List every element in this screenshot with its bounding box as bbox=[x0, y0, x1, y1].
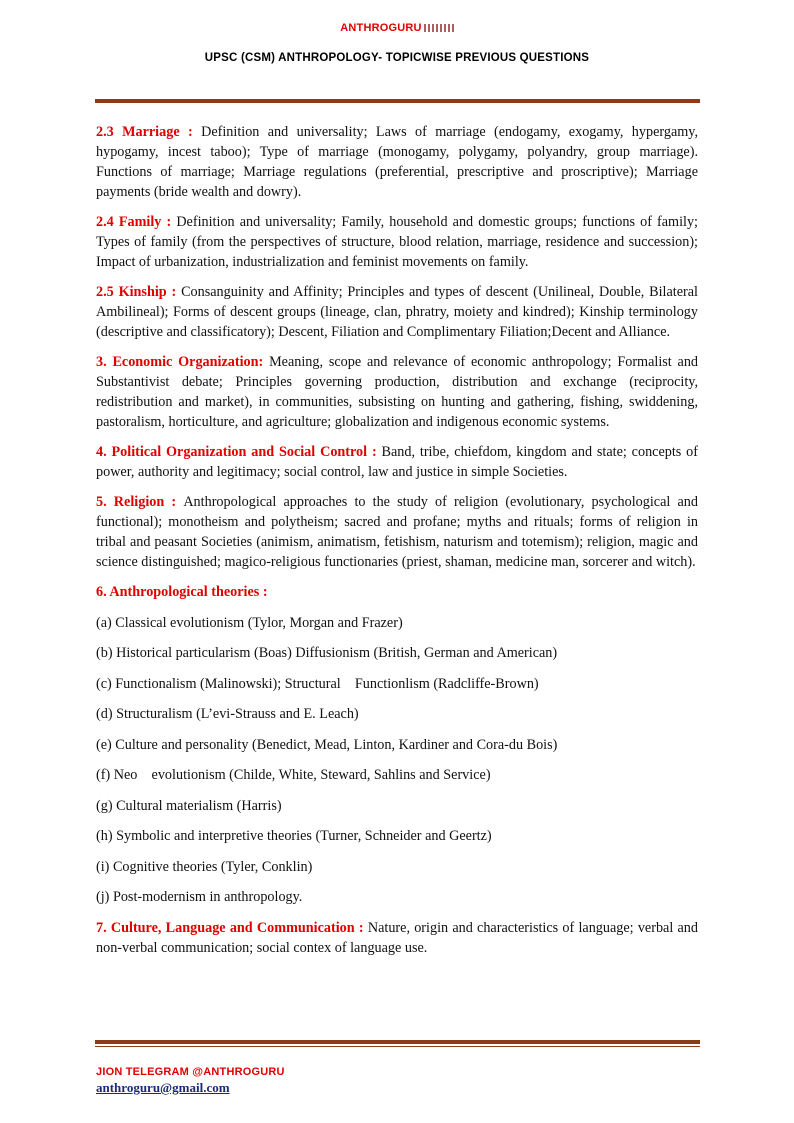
bottom-divider-thin bbox=[95, 1046, 700, 1047]
list-item: (a) Classical evolutionism (Tylor, Morgan and Frazer) bbox=[96, 614, 403, 631]
list-item: (f) Neo evolutionism (Childe, White, Steward, Sahlins and Service) bbox=[96, 767, 491, 783]
top-divider bbox=[95, 99, 700, 103]
list-item: (i) Cognitive theories (Tyler, Conklin) bbox=[96, 858, 313, 875]
section-body: Meaning, scope and relevance of economic anthropology; Formalist and Substantivist debate; Principles governing production, distribution and exchange (reciprocity, redistribution and market), in communities, subsisting on hunting and gathering, fishing, swiddening, pastoralism, horticulture, and agriculture; globalization and indigenous economic systems. bbox=[96, 354, 699, 430]
brand-header bbox=[0, 22, 794, 34]
section-heading: 5. Religion : bbox=[96, 494, 184, 510]
list-item: (h) Symbolic and interpretive theories (Turner, Schneider and Geertz) bbox=[96, 828, 492, 844]
list-item: (j) Post-modernism in anthropology. bbox=[96, 889, 303, 905]
section-theories-heading: 6. Anthropological theories : bbox=[96, 584, 268, 600]
section-body: Definition and universality; Family, household and domestic groups; functions of family; Types of family (from the perspectives of structure, blood relation, marriage, residence and succession); Impact of urbanization, industrialization and feminist movements on family. bbox=[96, 214, 698, 270]
page-title: UPSC (CSM) ANTHROPOLOGY- TOPICWISE PREVIOUS QUESTIONS bbox=[204, 52, 590, 64]
list-item: (c) Functionalism (Malinowski); Structural Functionlism (Radcliffe-Brown) bbox=[96, 675, 539, 692]
section-heading: 2.4 Family : bbox=[96, 214, 177, 230]
list-item: (b) Historical particularism (Boas) Diffusionism (British, German and American) bbox=[96, 645, 558, 661]
section-political-organization bbox=[96, 442, 698, 482]
bottom-divider bbox=[95, 1040, 700, 1044]
section-heading: 2.5 Kinship : bbox=[96, 284, 182, 300]
list-item: (e) Culture and personality (Benedict, Mead, Linton, Kardiner and Cora-du Bois) bbox=[96, 736, 558, 753]
section-religion bbox=[96, 492, 698, 572]
section-heading: 3. Economic Organization: bbox=[96, 354, 270, 370]
section-body: Nature, origin and characteristics of language; verbal and non-verbal communication; social contex of language use. bbox=[96, 919, 698, 956]
section-heading: 2.3 Marriage : bbox=[96, 124, 202, 140]
brand-logo-icon bbox=[424, 24, 454, 32]
section-culture-language bbox=[96, 918, 698, 958]
section-family bbox=[96, 212, 698, 272]
list-item: (d) Structuralism (L’evi-Strauss and E. Leach) bbox=[96, 706, 359, 722]
section-body: Anthropological approaches to the study of religion (evolutionary, psychological and functional); monotheism and polytheism; sacred and profane; myths and rituals; forms of religion in tribal and peasant Societies (animism, animatism, fetishism, naturism and totemism); religion, magic and science distinguished; magico-religious functionaries (priest, shaman, medicine man, sorcerer and witch). bbox=[96, 494, 698, 570]
section-heading: 7. Culture, Language and Communication : bbox=[96, 919, 368, 936]
section-body: Definition and universality; Laws of marriage (endogamy, exogamy, hypergamy, hypogamy, incest taboo); Type of marriage (monogamy, polygamy, polyandry, group marriage). Functions of marriage; Marriage regulations (preferential, prescriptive and proscriptive); Marriage payments (bride wealth and dowry). bbox=[96, 124, 698, 200]
section-heading: 4. Political Organization and Social Control : bbox=[96, 444, 382, 460]
section-body: Consanguinity and Affinity; Principles and types of descent (Unilineal, Double, Bilateral Ambilineal); Forms of descent groups (lineage, clan, phratry, moiety and kindred); Kinship terminology (descriptive and classificatory); Descent, Filiation and Complimentary Filiation;Decent and Alliance. bbox=[96, 284, 698, 340]
brand-name: ANTHROGURU bbox=[340, 22, 422, 34]
list-item: (g) Cultural materialism (Harris) bbox=[96, 797, 282, 814]
email-link[interactable]: anthroguru@gmail.com bbox=[96, 1080, 230, 1095]
section-marriage bbox=[96, 122, 698, 202]
theories-list bbox=[96, 613, 698, 908]
section-kinship bbox=[96, 282, 698, 342]
main-content bbox=[96, 122, 698, 968]
section-body: Band, tribe, chiefdom, kingdom and state; concepts of power, authority and legitimacy; social control, law and justice in simple Societies. bbox=[96, 444, 698, 480]
section-economic-organization bbox=[96, 352, 698, 432]
telegram-footer: JION TELEGRAM @ANTHROGURU bbox=[96, 1066, 285, 1078]
